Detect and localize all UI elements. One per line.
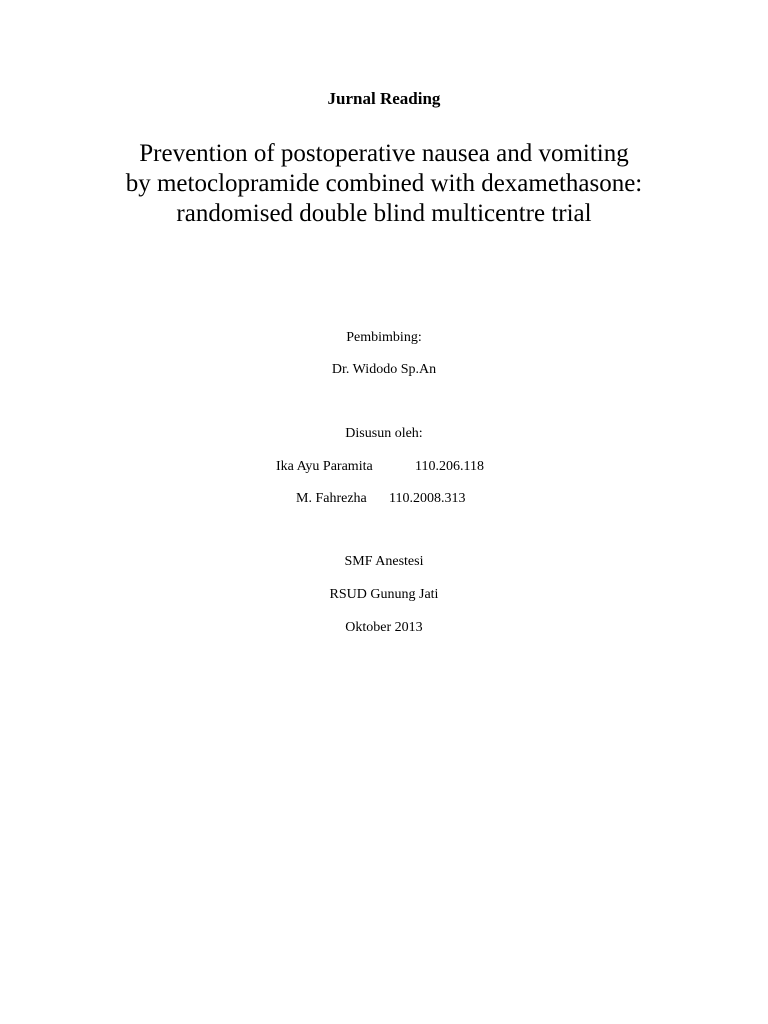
department: SMF Anestesi (344, 554, 424, 569)
authors-label: Disusun oleh: (345, 426, 423, 441)
title-line-1: Prevention of postoperative nausea and vomiting (139, 140, 629, 167)
author-name: Ika Ayu Paramita (276, 459, 373, 474)
supervisor-name: Dr. Widodo Sp.An (331, 362, 437, 377)
title-line-3: randomised double blind multicentre trial (176, 200, 592, 227)
hospital: RSUD Gunung Jati (329, 587, 439, 602)
author-id: 110.206.118 (415, 459, 484, 474)
author-id: 110.2008.313 (389, 491, 466, 506)
author-name: M. Fahrezha (296, 491, 367, 506)
supervisor-label: Pembimbing: (346, 330, 422, 345)
date: Oktober 2013 (345, 620, 423, 635)
title-line-2: by metoclopramide combined with dexamethasone: (125, 170, 643, 197)
header-label: Jurnal Reading (327, 89, 441, 108)
